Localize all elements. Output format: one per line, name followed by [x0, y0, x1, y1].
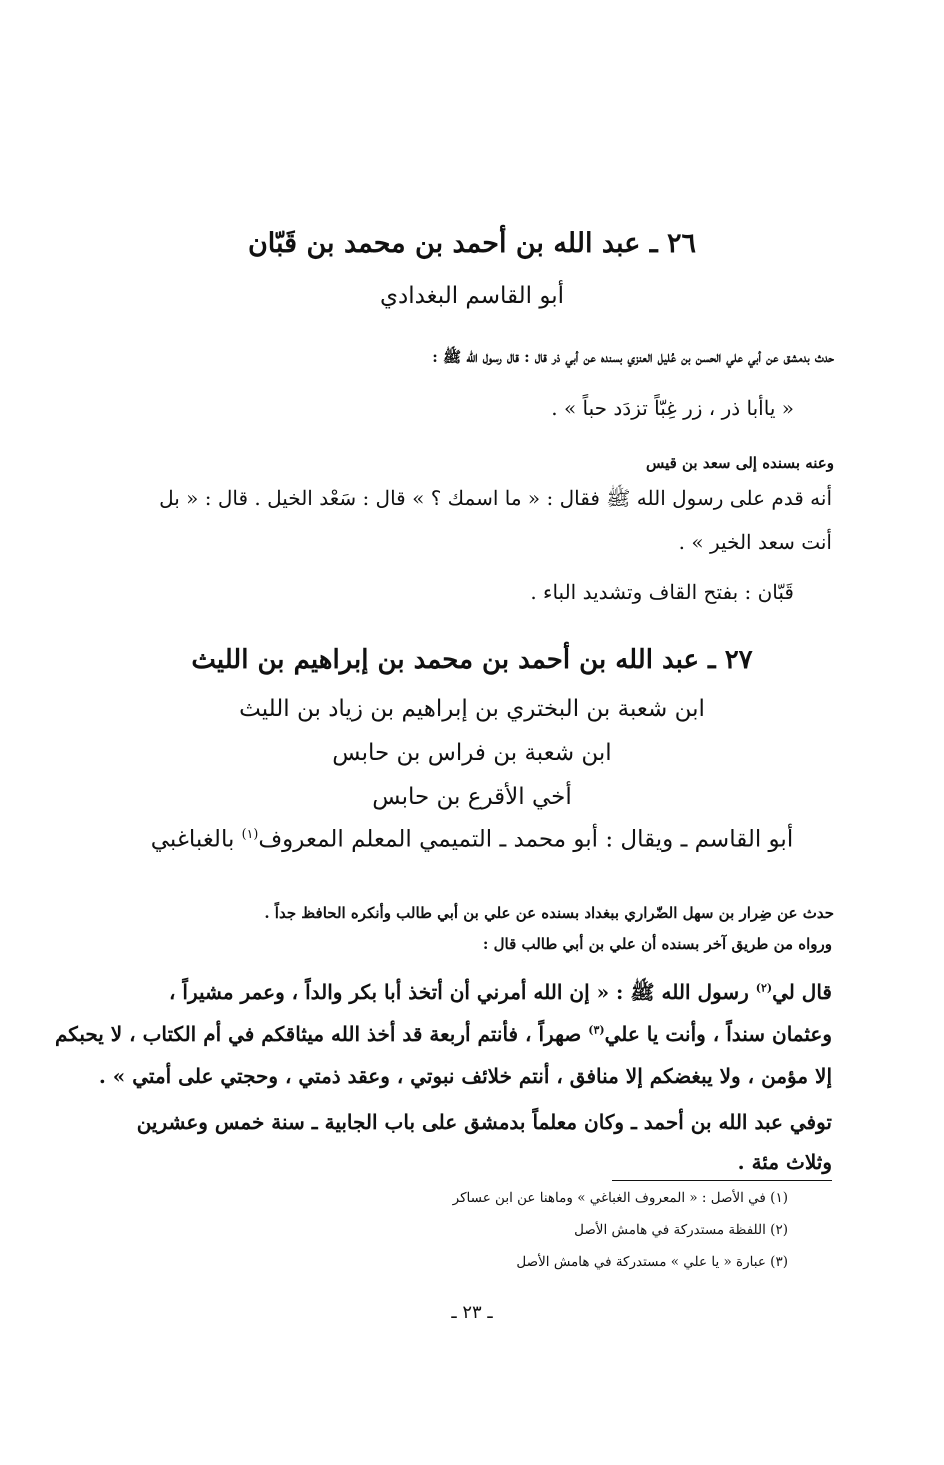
entry-27-narration-2: ورواه من طريق آخر بسنده أن علي بن أبي طالب قال :	[482, 935, 832, 953]
entry-27-kunya-nisba: بالغباغبي	[150, 826, 242, 853]
entry-27-kunya-text: أبو القاسم ـ ويقال : أبو محمد ـ التميمي المعلم المعروف	[258, 826, 794, 853]
page-number: ـ ٢٣ ـ	[451, 1302, 493, 1323]
hadith-line-2-start: وعثمان سنداً ، وأنت يا علي	[604, 1022, 832, 1046]
entry-27-hadith-line-2	[55, 1022, 832, 1046]
entry-26-hadith-1: « ياأبا ذر ، زر غِبّاً تزدَد حباً » .	[551, 396, 794, 420]
footnote-marker-1: (١)	[241, 826, 259, 841]
entry-26-narration-2: وعنه بسنده إلى سعد بن قيس	[645, 454, 834, 472]
footnote-marker-3: (٣)	[588, 1023, 605, 1037]
entry-27-kunya	[0, 826, 944, 853]
entry-27-lineage-1: ابن شعبة بن البختري بن إبراهيم بن زياد بن الليث	[239, 696, 705, 722]
entry-26-hadith-2-line-2: أنت سعد الخير » .	[678, 530, 832, 554]
entry-27-lineage-3: أخي الأقرع بن حابس	[372, 784, 572, 810]
entry-27-hadith-line-1	[169, 980, 832, 1009]
entry-26-hadith-2-line-1: أنه قدم على رسول الله ﷺ فقال : « ما اسمك ؟ » قال : سَعْد الخيل . قال : « بل	[159, 486, 832, 510]
entry-26-narration-1: حدث بدمشق عن أبي علي الحسن بن عُليل العنزي بسنده عن أبي ذر قال : قال رسول الله ﷺ :	[432, 348, 834, 366]
footnote-2: (٢) اللفظة مستدركة في هامش الأصل	[574, 1222, 788, 1238]
entry-27-death-line-1: توفي عبد الله بن أحمد ـ وكان معلماً بدمشق على باب الجابية ـ سنة خمس وعشرين	[136, 1110, 832, 1134]
entry-26-note: قَبّان : بفتح القاف وتشديد الباء .	[530, 580, 794, 604]
footnote-1: (١) في الأصل : « المعروف الغباغي » وماهنا عن ابن عساكر	[452, 1190, 788, 1206]
footnote-marker-2: (٢)	[755, 981, 773, 995]
hadith-line-1-rest: رسول الله ﷺ : « إن الله أمرني أن أتخذ أبا بكر والداً ، وعمر مشيراً ،	[168, 980, 756, 1004]
hadith-line-1-start: قال لي	[772, 980, 832, 1004]
entry-26-title: ٢٦ ـ عبد الله بن أحمد بن محمد بن قَبّان	[247, 228, 697, 259]
footnote-3: (٣) عبارة « يا علي » مستدركة في هامش الأصل	[516, 1254, 788, 1270]
entry-27-title: ٢٧ ـ عبد الله بن أحمد بن محمد بن إبراهيم بن الليث	[191, 645, 753, 675]
entry-27-death-line-2: وثلاث مئة .	[737, 1150, 832, 1174]
footnote-divider	[612, 1180, 832, 1181]
hadith-line-2-rest: صهراً ، فأنتم أربعة قد أخذ الله ميثاقكم في أم الكتاب ، لا يحبكم	[54, 1022, 589, 1046]
entry-27-lineage-2: ابن شعبة بن فراس بن حابس	[332, 740, 612, 766]
entry-27-hadith-line-3: إلا مؤمن ، ولا يبغضكم إلا منافق ، أنتم خلائف نبوتي ، وعقد ذمتي ، وحجتي على أمتي » .	[98, 1064, 832, 1088]
entry-27-narration-1: حدث عن ضِرار بن سهل الضّراري ببغداد بسنده عن علي بن أبي طالب وأنكره الحافظ جداً .	[264, 904, 834, 922]
entry-26-kunya: أبو القاسم البغدادي	[379, 283, 565, 309]
